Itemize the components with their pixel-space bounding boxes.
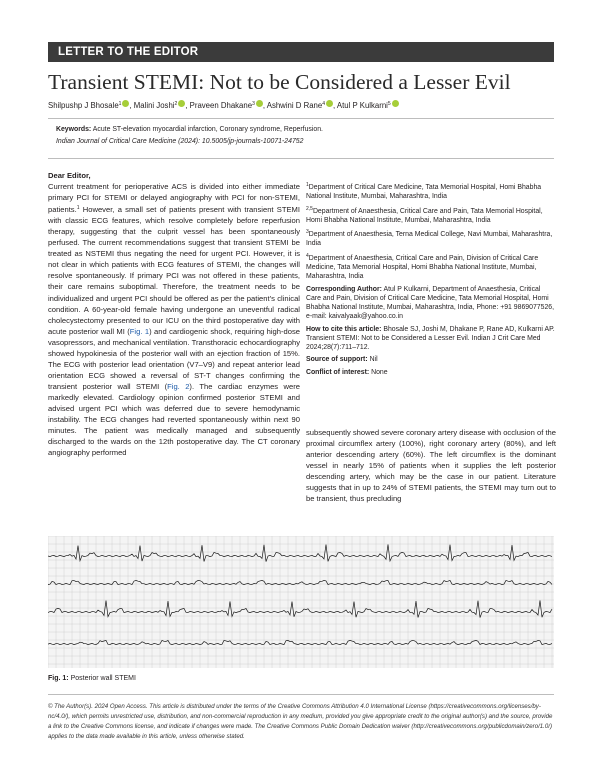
orcid-icon[interactable] (122, 100, 129, 107)
divider (48, 694, 554, 695)
journal-citation: Indian Journal of Critical Care Medicine (2024): 10.5005/jp-journals-10071-24752 (56, 138, 304, 145)
keywords-block: Keywords: Acute ST-elevation myocardial infarction, Coronary syndrome, Reperfusion. Indian Journal of Critical Care Medicine (2024): 10.5005/jp-journals-10071-24752 (56, 124, 554, 148)
article-type-banner: LETTER TO THE EDITOR (48, 42, 554, 62)
figure-link[interactable]: Fig. 1 (129, 326, 150, 336)
conflict-of-interest: Conflict of interest: None (306, 368, 388, 376)
body-left-column: Dear Editor, Current treatment for perioperative ACS is divided into either immediate primary PCI for STEMI or delayed angiography with PCI for non-STEMI, patients.$^1$ However, a small set of patients present with transient STEMI with classic ECG features, which resolve completely before reperfusion therapy, suggesting that the culprit vessel has been spontaneously perfused. The current recommendations suggest that transient STEMI be treated as NSTEMI thus negating the need for urgent PCI. However, it is not clear in which patients with ECG features of STEMI, the changes will resolve spontaneously. If primary PCI was not offered in these patients, their care remains suboptimal. Therefore, the treatment needs to be individualized and urgent PCI should be offered as per the patient’s clinical condition. A 60-year-old female having undergone an uneventful radical cholecystectomy presented to our ICU on the third postoperative day with acute posterior wall MI (Fig. 1) and cardiogenic shock, requiring high-dose vasopressors, and mechanical ventilation. Transthoracic echocardiography showed hypokinesia of the posterior wall with an ejection fraction of 15%. The ECG with posterior lead orientation (V7–V9) and repeat anterior lead orientation ECG showed a reversal of ST-T changes confirming the transient posterior wall STEMI (Fig. 2). The cardiac enzymes were markedly elevated. Cardiology opinion confirmed posterior STEMI and advised urgent PCI which was deferred due to severe hemodynamic instability. The ECG changes had reverted spontaneously within next 90 minutes. The patient was medically managed and subsequently discharged to the wards on the 12th postoperative day. The CT coronary angiography performed (48, 171, 301, 458)
reference-link[interactable]: 1 (76, 205, 80, 212)
orcid-icon[interactable] (256, 100, 263, 107)
orcid-icon[interactable] (326, 100, 333, 107)
body-right-column: subsequently showed severe coronary artery disease with occlusion of the proximal circumflex artery (100%), right coronary artery (80%), and left anterior descending artery (60%). The left circumflex is the dominant vessel in nearly 15% of patients when it supplies the left posterior descending artery, which may be the case in our patient. Literature suggests that in up to 24% of STEMI patients, the STEMI may turn out to be transient, thus precluding (306, 428, 556, 504)
author-name: Shilpushp J Bhosale (48, 101, 119, 110)
ecg-figure-image (48, 536, 554, 668)
salutation: Dear Editor, (48, 171, 91, 180)
figure-link[interactable]: Fig. 2 (167, 381, 190, 391)
affiliation: $^3$Department of Anaesthesia, Terna Medical College, Navi Mumbai, Maharashtra, India (306, 229, 553, 248)
source-of-support: Source of support: Nil (306, 356, 378, 364)
license-footer: © The Author(s). 2024 Open Access. This article is distributed under the terms of the Creative Commons Attribution 4.0 International License (https://creativecommons.org/licenses/by-nc/4.0/), which permits unrestricted use, distribution, and non-commercial reproduction in any medium, provided you give appropriate credit to the original author(s) and the source, provide a link to the Creative Commons license, and indicate if changes were made. The Creative Commons Public Domain Dedication waiver (http://creativecommons.org/publicdomain/zero/1.0/) applies to the data made available in this article, unless otherwise stated. (48, 703, 553, 740)
divider (48, 158, 554, 159)
author-name: Atul P Kulkarni (336, 101, 388, 110)
how-to-cite: How to cite this article: Bhosale SJ, Joshi M, Dhakane P, Rane AD, Kulkarni AP. Transient STEMI: Not to be Considered a Lesser Evil. Indian J Crit Care Med 2024;28(7):711–712. (306, 325, 555, 351)
author-list: Shilpushp J Bhosale$^1$ , Malini Joshi$^2$ , Praveen Dhakane$^3$ , Ashwini D Rane$^4$ , Atul P Kulkarni$^5$ (48, 100, 568, 110)
corresponding-author: Corresponding Author: Atul P Kulkarni, Department of Anaesthesia, Critical Care and Pain, Division of Critical Care Medicine, Tata Memorial Hospital, Homi Bhabha National Institute, Mumbai, Maharashtra, India, Phone: +91 9869077526, e-mail: kaivalyaak@yahoo.co.in (306, 285, 555, 321)
orcid-icon[interactable] (178, 100, 185, 107)
keywords: Acute ST-elevation myocardial infarction, Coronary syndrome, Reperfusion. (92, 126, 323, 133)
divider (48, 118, 554, 119)
affiliation: $^4$Department of Anaesthesia, Critical Care and Pain, Division of Critical Care Medicine, Tata Memorial Hospital, Homi Bhabha National Institute, Mumbai, Maharashtra, India (306, 252, 539, 281)
article-title: Transient STEMI: Not to be Considered a Lesser Evil (48, 70, 511, 94)
author-name: Ashwini D Rane (266, 101, 323, 110)
figure-caption: Fig. 1: Posterior wall STEMI (48, 675, 136, 682)
affiliations-block (306, 181, 556, 380)
affiliation: $^{2,5}$Department of Anaesthesia, Critical Care and Pain, Tata Memorial Hospital, Homi Bhabha National Institute, Mumbai, Maharashtra, India (306, 205, 543, 224)
author-name: Praveen Dhakane (189, 101, 253, 110)
author-name: Malini Joshi (133, 101, 175, 110)
orcid-icon[interactable] (392, 100, 399, 107)
affiliation: $^1$Department of Critical Care Medicine, Tata Memorial Hospital, Homi Bhabha National Institute, Mumbai, Maharashtra, India (306, 182, 542, 201)
